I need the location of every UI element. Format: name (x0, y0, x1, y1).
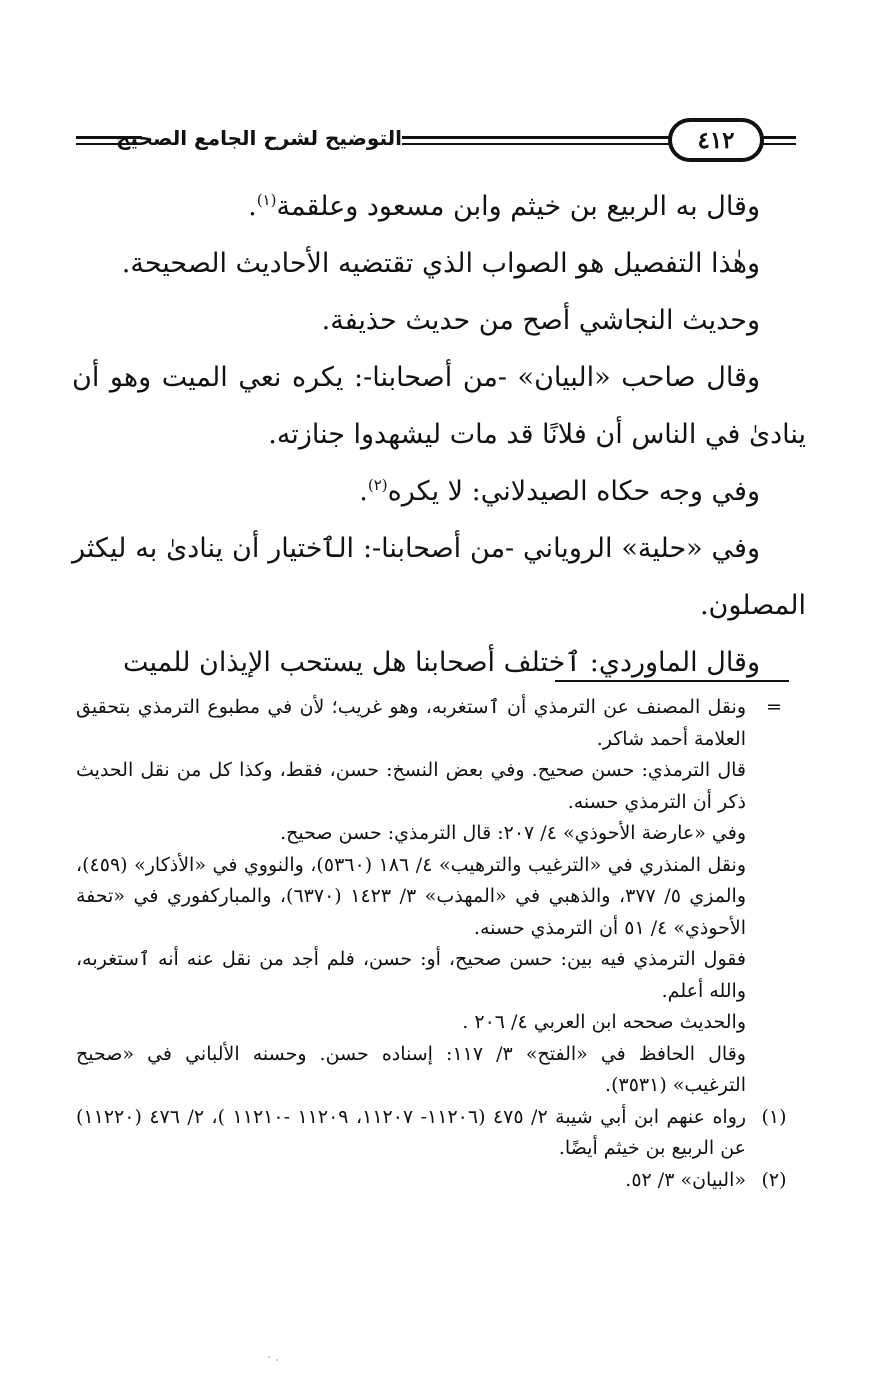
footnote-text: والحديث صححه ابن العربي ٤/ ٢٠٦ . (462, 1011, 746, 1033)
paragraph: وقال الماوردي: ٱختلف أصحابنا هل يستحب الإيذان للميت (122, 647, 760, 678)
footnote-text: رواه عنهم ابن أبي شيبة ٢/ ٤٧٥ (١١٢٠٦- ١١٢٠٧، ١١٢٠٩ -١١٢١٠ )، ٢/ ٤٧٦ (١١٢٢٠) عن الربيع بن خيثم أيضًا. (76, 1105, 747, 1159)
footnote-text: وقال الحافظ في «الفتح» ٣/ ١١٧: إسناده حسن. وحسنه الألباني في «صحيح الترغيب» (٣٥٣١). (76, 1042, 746, 1096)
paragraph: وفي «حلية» الروياني -من أصحابنا-: الٱختيار أن ينادىٰ به ليكثر المصلون. (72, 533, 806, 621)
paragraph: وحديث النجاشي أصح من حديث حذيفة. (321, 305, 760, 336)
paragraph: وهٰذا التفصيل هو الصواب الذي تقتضيه الأحاديث الصحيحة. (121, 248, 760, 279)
paragraph (72, 178, 806, 235)
paragraph-end: . (248, 191, 257, 222)
footnote-1 (76, 1102, 794, 1165)
footnote-text: ونقل المنذري في «الترغيب والترهيب» ٤/ ١٨٦ (٥٣٦٠)، والنووي في «الأذكار» (٤٥٩)، والمزي ٥/ ٣٧٧، والذهبي في «المهذب» ٣/ ١٤٢٣ (٦٣٧٠)، والمباركفوري في «تحفة الأحوذي» ٤/ ٥١ أن الترمذي حسنه. (76, 853, 747, 939)
paragraph-end: . (359, 476, 368, 507)
footnote-continuation (76, 692, 794, 1102)
main-text (72, 178, 806, 691)
footnote-text: قال الترمذي: حسن صحيح. وفي بعض النسخ: حسن، فقط، وكذا كل من نقل الحديث ذكر أن الترمذي حسنه. (76, 759, 746, 813)
footnote-2 (76, 1165, 794, 1197)
scan-speck (276, 1359, 278, 1361)
footnote-number: (٢) (761, 1168, 787, 1191)
footnote-text: «البيان» ٣/ ٥٢. (625, 1168, 746, 1191)
footnote-number: (١) (761, 1105, 787, 1128)
page-number: ٤١٢ (668, 118, 764, 162)
header-rule-right-top (760, 136, 796, 139)
paragraph: وقال صاحب «البيان» -من أصحابنا-: يكره نعي الميت وهو أن ينادىٰ في الناس أن فلانًا قد مات ليشهدوا جنازته. (72, 362, 806, 450)
running-header (70, 118, 800, 168)
footnote-text: وفي «عارضة الأحوذي» ٤/ ٢٠٧: قال الترمذي: حسن صحيح. (280, 822, 746, 844)
paragraph (72, 463, 806, 520)
footnote-ref: (١) (256, 191, 277, 209)
footnote-text: ونقل المصنف عن الترمذي أن ٱستغربه، وهو غريب؛ لأن في مطبوع الترمذي بتحقيق العلامة أحمد شاكر. (76, 696, 746, 750)
footnotes (76, 692, 794, 1196)
footnote-ref: (٢) (367, 476, 388, 494)
header-rule-right-bottom (760, 143, 796, 145)
book-title: التوضيح لشرح الجامع الصحيح (116, 126, 402, 150)
footnote-text: فقول الترمذي فيه بين: حسن صحيح، أو: حسن، فلم أجد من نقل عنه أنه ٱستغربه، والله أعلم. (76, 948, 746, 1002)
header-rule-middle-bottom (402, 143, 680, 145)
footnote-separator (555, 680, 789, 682)
paragraph-text: وفي وجه حكاه الصيدلاني: لا يكره (387, 476, 760, 507)
continuation-mark: = (766, 696, 782, 718)
scan-speck (268, 1356, 270, 1358)
header-rule-middle-top (402, 136, 680, 139)
paragraph-text: وقال به الربيع بن خيثم وابن مسعود وعلقمة (276, 191, 760, 222)
